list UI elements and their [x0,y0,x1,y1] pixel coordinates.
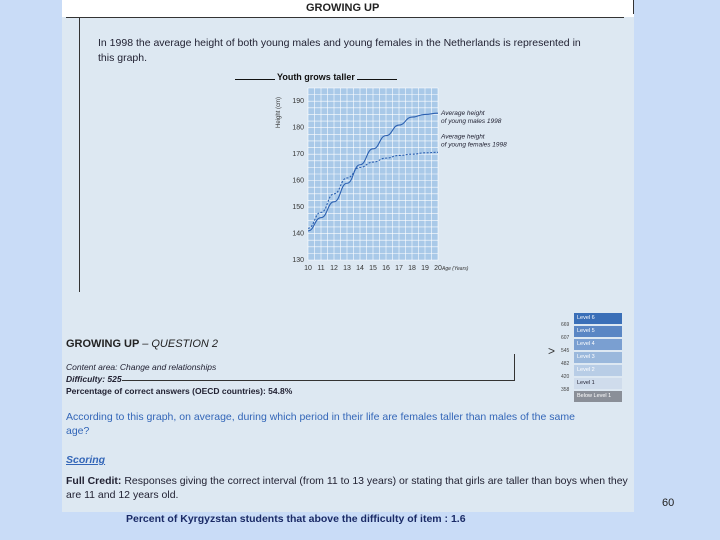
x-tick-label: 19 [421,265,429,272]
right-rule [633,0,634,14]
scale-level: Level 6 [574,313,622,324]
scale-number: 545 [561,348,570,354]
caption: Percent of Kyrgyzstan students that above the difficulty of item : 1.6 [126,513,466,525]
title-rule [66,17,624,18]
percentage-correct: Percentage of correct answers (OECD countries): 54.8% [66,386,293,396]
full-credit: Full Credit: Responses giving the correct interval (from 11 to 13 years) or stating that girls are taller than boys when they are 11 and 12 years old. [66,475,628,501]
x-tick-label: 16 [382,265,390,272]
content-area: Content area: Change and relationships [66,362,217,372]
x-tick-label: 13 [343,265,351,272]
series-label: of young males 1998 [441,118,502,126]
scale-level: Level 5 [574,326,622,337]
y-tick-label: 190 [292,98,304,106]
height-chart [212,84,542,284]
bracket-vertical [514,354,515,380]
question-text: According to this graph, on average, during which period in their life are females taller than males of the same age? [66,411,575,437]
scale-level: Level 4 [574,339,622,350]
series-label: Average height [441,110,485,118]
series-label: Average height [441,133,485,141]
difficulty: Difficulty: 525 [66,374,122,384]
intro-text: In 1998 the average height of both young males and young females in the Netherlands is represented in this graph. [98,37,581,64]
page-title: GROWING UP [306,2,380,14]
scale-number: 607 [561,335,570,341]
y-tick-label: 130 [292,257,304,264]
scoring-heading: Scoring [66,454,106,466]
scale-level: Below Level 1 [574,391,622,402]
x-tick-label: 17 [395,265,403,272]
scale-number: 482 [561,361,570,367]
x-axis-label: Age (Years) [442,266,469,272]
scale-level: Level 3 [574,352,622,363]
x-tick-label: 20 [434,265,442,272]
scale-level: Level 1 [574,378,622,389]
chart-title-row [228,72,404,82]
y-tick-label: 180 [292,124,304,132]
left-rule [79,17,80,292]
scale-number: 420 [561,374,570,380]
chart-title: Youth grows taller [276,72,355,82]
x-tick-label: 12 [330,265,338,272]
series-label: of young females 1998 [441,141,507,149]
x-tick-label: 10 [304,265,312,272]
y-axis-label: Height (cm) [276,96,282,128]
question-title: GROWING UP – QUESTION 2 [66,338,218,350]
x-tick-label: 14 [356,265,364,272]
x-tick-label: 18 [408,265,416,272]
scale-number: 669 [561,322,570,328]
y-tick-label: 140 [292,230,304,238]
pisa-item-page [62,0,634,512]
bracket-horizontal [122,380,515,381]
y-tick-label: 160 [292,177,304,185]
y-tick-label: 150 [292,204,304,212]
page-number: 60 [662,497,675,509]
scale-number: 358 [561,387,570,393]
y-tick-label: 170 [292,151,304,159]
scale-level: Level 2 [574,365,622,376]
x-tick-label: 11 [317,265,325,272]
question-number: – QUESTION 2 [142,338,218,350]
x-tick-label: 15 [369,265,377,272]
difficulty-marker: > [548,344,556,358]
